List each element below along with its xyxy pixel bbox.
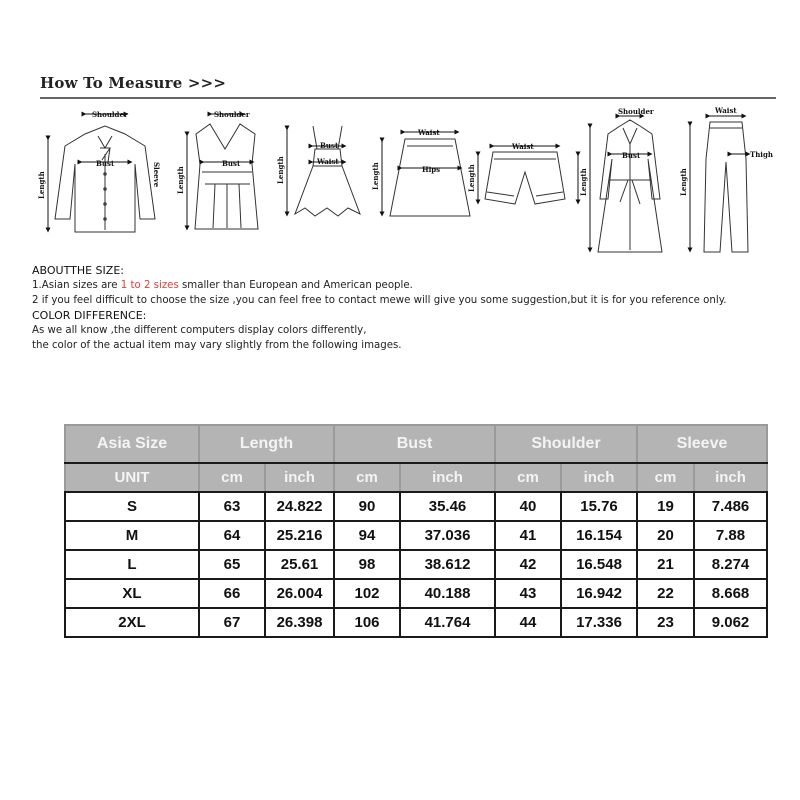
header-length: Length xyxy=(199,425,334,463)
trousers-illustration xyxy=(690,116,748,252)
header-asia-size: Asia Size xyxy=(65,425,199,463)
label-shoulder-1: Shoulder xyxy=(92,110,128,119)
unit-cell: inch xyxy=(400,463,495,492)
value-cell: 64 xyxy=(199,521,265,550)
value-cell: 24.822 xyxy=(265,492,334,521)
unit-cell: inch xyxy=(694,463,767,492)
size-chart-table xyxy=(64,424,768,638)
value-cell: 26.398 xyxy=(265,608,334,637)
table-header-groups xyxy=(65,425,767,463)
note-line-2: 2 if you feel difficult to choose the size ,you can feel free to contact mewe will give you some suggestion,but it is for you reference only. xyxy=(32,295,727,306)
value-cell: 44 xyxy=(495,608,561,637)
label-shoulder-6: Shoulder xyxy=(618,107,654,116)
table-row xyxy=(65,608,767,637)
value-cell: 21 xyxy=(637,550,694,579)
table-row xyxy=(65,579,767,608)
value-cell: 42 xyxy=(495,550,561,579)
coat-illustration xyxy=(578,116,662,252)
value-cell: 16.942 xyxy=(561,579,637,608)
table-row xyxy=(65,521,767,550)
label-bust-6: Bust xyxy=(622,151,641,160)
blouse-illustration xyxy=(48,114,155,232)
header-unit: UNIT xyxy=(65,463,199,492)
unit-cell: inch xyxy=(561,463,637,492)
label-sleeve-1: Sleeve xyxy=(152,162,161,188)
value-cell: 94 xyxy=(334,521,400,550)
value-cell: 17.336 xyxy=(561,608,637,637)
note-line-4: the color of the actual item may vary slightly from the following images. xyxy=(32,340,402,351)
note-line-3: As we all know ,the different computers display colors differently, xyxy=(32,325,367,336)
label-waist-5: Waist xyxy=(512,142,534,151)
value-cell: 7.486 xyxy=(694,492,767,521)
header-bust: Bust xyxy=(334,425,495,463)
label-bust-2: Bust xyxy=(222,159,241,168)
value-cell: 43 xyxy=(495,579,561,608)
size-cell: 2XL xyxy=(65,608,199,637)
page-title: How To Measure >>> xyxy=(40,74,227,92)
table-row xyxy=(65,550,767,579)
value-cell: 98 xyxy=(334,550,400,579)
label-length-3: Length xyxy=(276,156,285,184)
value-cell: 23 xyxy=(637,608,694,637)
value-cell: 38.612 xyxy=(400,550,495,579)
note-line-1-highlight: 1 to 2 sizes xyxy=(120,280,179,291)
header-sleeve: Sleeve xyxy=(637,425,767,463)
label-length-5: Length xyxy=(467,164,476,192)
note-line-1-post: smaller than European and American people. xyxy=(178,280,413,291)
value-cell: 41 xyxy=(495,521,561,550)
value-cell: 67 xyxy=(199,608,265,637)
value-cell: 63 xyxy=(199,492,265,521)
title-divider xyxy=(40,97,776,99)
label-length-1: Length xyxy=(37,171,46,199)
value-cell: 35.46 xyxy=(400,492,495,521)
header-shoulder: Shoulder xyxy=(495,425,637,463)
label-thigh-7: Thigh xyxy=(750,150,773,159)
value-cell: 9.062 xyxy=(694,608,767,637)
value-cell: 106 xyxy=(334,608,400,637)
unit-cell: cm xyxy=(495,463,561,492)
value-cell: 37.036 xyxy=(400,521,495,550)
value-cell: 20 xyxy=(637,521,694,550)
label-waist-7: Waist xyxy=(715,106,737,115)
label-bust-3: Bust xyxy=(320,141,339,150)
size-notes xyxy=(32,263,792,353)
table-row xyxy=(65,492,767,521)
value-cell: 40.188 xyxy=(400,579,495,608)
value-cell: 102 xyxy=(334,579,400,608)
skirt-illustration xyxy=(382,132,470,216)
note-line-1-pre: 1.Asian sizes are xyxy=(32,280,121,291)
value-cell: 90 xyxy=(334,492,400,521)
label-length-7: Length xyxy=(679,168,688,196)
label-hips-4: Hips xyxy=(422,165,441,174)
tank-top-illustration xyxy=(187,114,258,229)
value-cell: 15.76 xyxy=(561,492,637,521)
value-cell: 8.668 xyxy=(694,579,767,608)
value-cell: 25.61 xyxy=(265,550,334,579)
color-difference-heading: COLOR DIFFERENCE: xyxy=(32,309,147,322)
size-cell: S xyxy=(65,492,199,521)
size-cell: L xyxy=(65,550,199,579)
table-header-units xyxy=(65,463,767,492)
value-cell: 8.274 xyxy=(694,550,767,579)
value-cell: 16.548 xyxy=(561,550,637,579)
label-waist-4: Waist xyxy=(418,128,440,137)
label-waist-3: Waist xyxy=(317,157,339,166)
size-cell: M xyxy=(65,521,199,550)
label-length-6: Length xyxy=(579,168,588,196)
note-line-1 xyxy=(32,278,792,293)
label-length-4: Length xyxy=(371,162,380,190)
value-cell: 19 xyxy=(637,492,694,521)
unit-cell: inch xyxy=(265,463,334,492)
value-cell: 16.154 xyxy=(561,521,637,550)
strap-dress-illustration xyxy=(287,126,360,216)
size-cell: XL xyxy=(65,579,199,608)
measurement-illustrations xyxy=(30,104,780,264)
label-shoulder-2: Shoulder xyxy=(214,110,250,119)
value-cell: 22 xyxy=(637,579,694,608)
label-length-2: Length xyxy=(176,166,185,194)
value-cell: 7.88 xyxy=(694,521,767,550)
value-cell: 65 xyxy=(199,550,265,579)
shorts-illustration xyxy=(478,146,578,204)
unit-cell: cm xyxy=(637,463,694,492)
value-cell: 66 xyxy=(199,579,265,608)
value-cell: 40 xyxy=(495,492,561,521)
label-bust-1: Bust xyxy=(96,159,115,168)
unit-cell: cm xyxy=(199,463,265,492)
about-size-heading: ABOUTTHE SIZE: xyxy=(32,264,124,277)
value-cell: 26.004 xyxy=(265,579,334,608)
value-cell: 41.764 xyxy=(400,608,495,637)
unit-cell: cm xyxy=(334,463,400,492)
value-cell: 25.216 xyxy=(265,521,334,550)
